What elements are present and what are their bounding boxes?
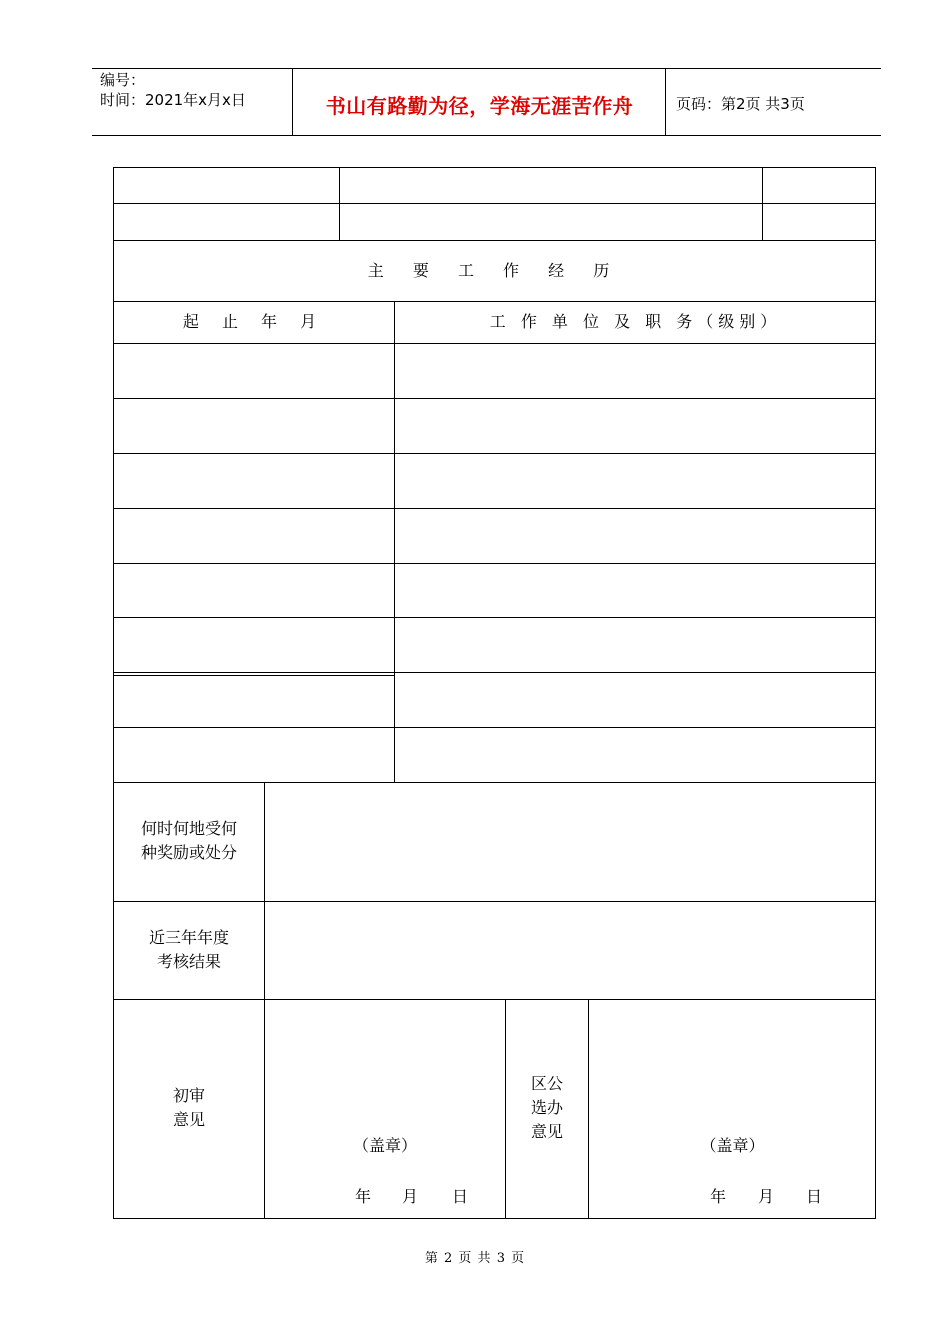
header-top-rule [92,68,881,69]
district-office-line2: 选办 [530,1098,563,1117]
doc-number-label: 编号： [100,71,146,89]
awards-label [114,817,264,865]
assessment-label [114,926,264,974]
page-footer: 第 2 页 共 3 页 [424,1251,526,1266]
header-meta [100,70,246,110]
initial-review-date-month: 月 [402,1187,419,1206]
initial-review-line1: 初审 [172,1086,205,1105]
section-title-work-history: 主 要 工 作 经 历 [367,261,622,280]
district-office-line1: 区公 [530,1074,563,1093]
initial-review-date-year: 年 [355,1187,372,1206]
initial-review-line2: 意见 [172,1110,205,1129]
awards-label-line1: 何时何地受何 [140,819,237,838]
header-bottom-rule [92,135,881,136]
district-office-date-day: 日 [806,1187,823,1206]
district-office-line3: 意见 [530,1122,563,1141]
doc-time-label: 时间：2021年x月x日 [100,91,246,109]
column-header-unit-position: 工 作 单 位 及 职 务（级别） [489,312,782,331]
header-page-info: 页码：第2页 共3页 [676,95,805,113]
district-office-date-month: 月 [758,1187,775,1206]
assessment-label-line2: 考核结果 [156,952,221,971]
initial-review-seal: （盖章） [352,1136,417,1155]
district-office-seal: （盖章） [700,1136,765,1155]
header-motto: 书山有路勤为径，学海无涯苦作舟 [325,94,634,118]
column-header-period: 起 止 年 月 [182,312,326,331]
initial-review-date-day: 日 [452,1187,469,1206]
assessment-label-line1: 近三年年度 [148,928,229,947]
initial-review-label [114,1084,264,1132]
district-office-label [506,1072,588,1144]
district-office-date-year: 年 [710,1187,727,1206]
awards-label-line2: 种奖励或处分 [140,843,237,862]
